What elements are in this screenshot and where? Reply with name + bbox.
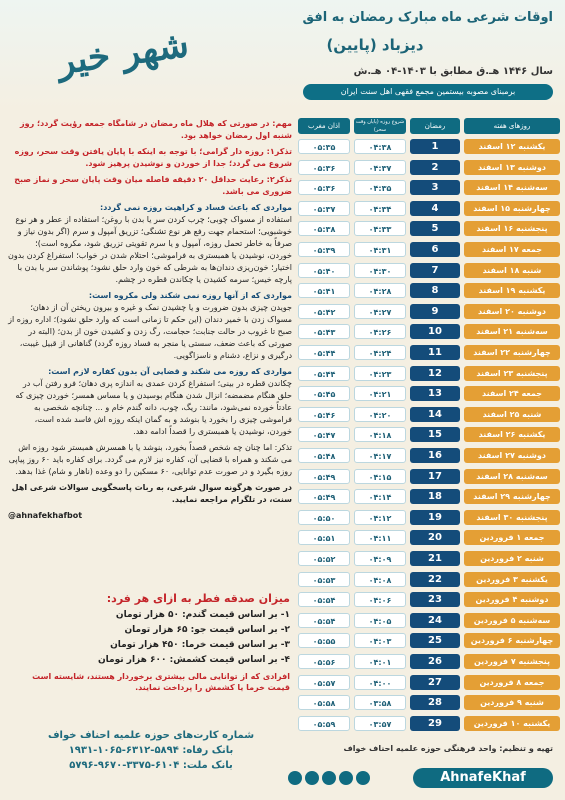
- maghrib-time-cell: ۰۵:۴۱: [298, 283, 350, 298]
- sahar-time-cell: ۰۴:۳۳: [354, 221, 406, 236]
- ramadan-day-cell: 8: [410, 283, 460, 298]
- header-maghrib: اذان مغرب: [298, 118, 350, 134]
- maghrib-time-cell: ۰۵:۳۸: [298, 221, 350, 236]
- table-row: [296, 282, 560, 299]
- brand-badge: AhnafeKhaf: [413, 768, 553, 788]
- weekday-cell: شنبه ۲ فروردین: [464, 551, 560, 566]
- ramadan-day-cell: 20: [410, 530, 460, 545]
- sahar-time-cell: ۰۴:۳۱: [354, 242, 406, 257]
- maghrib-time-cell: ۰۵:۴۸: [298, 448, 350, 463]
- table-row: [296, 529, 560, 546]
- table-row: [296, 632, 560, 649]
- ramadan-day-cell: 27: [410, 675, 460, 690]
- maghrib-time-cell: ۰۵:۴۰: [298, 263, 350, 278]
- ramadan-day-cell: 11: [410, 345, 460, 360]
- sahar-time-cell: ۰۴:۰۱: [354, 654, 406, 669]
- sahar-time-cell: ۰۳:۵۸: [354, 695, 406, 710]
- weekday-cell: پنجشنبه ۳۰ اسفند: [464, 510, 560, 525]
- table-row: [296, 694, 560, 711]
- whatsapp-icon[interactable]: [322, 771, 336, 785]
- maghrib-time-cell: ۰۵:۴۵: [298, 386, 350, 401]
- section-makruh-body: جویدن چیزی بدون ضرورت و یا چشیدن نمک و غیره و بیرون ریختن آن از دهان؛ مسواک زدن با خمیر دندان (این حکم تا زمانی است که وارد حلق نشود)؛ اداره روزه از صبح تا غروب در حالت جنابت؛ حجامت، رگ زدن و کشیدن خون از بدن؛ (البته در صورتی که باعث ضعف، سستی یا منجر به فساد روزه گردد) گناهانی از قبیل غیبت، درگیری و نزاع، دشنام و ناسزاگویی.: [8, 303, 292, 360]
- weekday-cell: پنجشنبه ۲۳ اسفند: [464, 366, 560, 381]
- ramadan-day-cell: 10: [410, 324, 460, 339]
- sahar-time-cell: ۰۴:۳۷: [354, 160, 406, 175]
- city-name: دیزباد (پایین): [326, 36, 424, 54]
- sahar-time-cell: ۰۴:۱۲: [354, 510, 406, 525]
- rules-column: [8, 118, 292, 522]
- table-row: [296, 406, 560, 423]
- card-mellat: بانک ملت: ۶۱۰۴-۳۳۷۵-۹۶۷۰-۵۷۹۶: [69, 760, 233, 771]
- table-row: [296, 488, 560, 505]
- sahar-time-cell: ۰۴:۰۵: [354, 613, 406, 628]
- instagram-icon[interactable]: [305, 771, 319, 785]
- sahar-time-cell: ۰۴:۲۸: [354, 283, 406, 298]
- cards-title: شماره کارت‌های حوزه علمیه احناف خواف: [47, 730, 255, 741]
- ramadan-day-cell: 21: [410, 551, 460, 566]
- maghrib-time-cell: ۰۵:۴۳: [298, 324, 350, 339]
- maghrib-time-cell: ۰۵:۴۹: [298, 489, 350, 504]
- table-row: [296, 159, 560, 176]
- weekday-cell: چهارشنبه ۲۲ اسفند: [464, 345, 560, 360]
- date-line: سال ۱۴۴۶ هـ.ق مطابق با ۱۴۰۳-۰۴ هـ.ش: [353, 66, 553, 77]
- table-row: [296, 447, 560, 464]
- weekday-cell: یکشنبه ۱۹ اسفند: [464, 283, 560, 298]
- ramadan-day-cell: 13: [410, 386, 460, 401]
- table-row: [296, 715, 560, 732]
- youtube-icon[interactable]: [339, 771, 353, 785]
- sahar-time-cell: ۰۴:۲۶: [354, 324, 406, 339]
- prayer-times-table: [296, 118, 560, 736]
- table-row: [296, 200, 560, 217]
- sahar-time-cell: ۰۴:۲۷: [354, 304, 406, 319]
- ramadan-day-cell: 16: [410, 448, 460, 463]
- table-row: [296, 550, 560, 567]
- sahar-time-cell: ۰۴:۰۶: [354, 592, 406, 607]
- weekday-cell: سه‌شنبه ۲۸ اسفند: [464, 469, 560, 484]
- maghrib-time-cell: ۰۵:۴۹: [298, 469, 350, 484]
- ramadan-day-cell: 19: [410, 510, 460, 525]
- header: [0, 0, 565, 108]
- note-2: تذکر۲: رعایت حداقل ۲۰ دقیقه فاصله میان وقت پایان سحر و نماز صبح ضروری می باشد.: [14, 175, 292, 196]
- table-row: [296, 365, 560, 382]
- section-qada-title: مواردی که روزه می شکند و قضایی آن بدون کفاره لازم است:: [48, 367, 292, 376]
- maghrib-time-cell: ۰۵:۵۳: [298, 572, 350, 587]
- table-row: [296, 591, 560, 608]
- weekday-cell: دوشنبه ۲۷ اسفند: [464, 448, 560, 463]
- table-header: [296, 118, 560, 136]
- header-ramadan: رمضان: [410, 118, 460, 134]
- maghrib-time-cell: ۰۵:۳۶: [298, 160, 350, 175]
- sahar-time-cell: ۰۳:۵۷: [354, 716, 406, 731]
- maghrib-time-cell: ۰۵:۵۲: [298, 551, 350, 566]
- fitr-title: میزان صدقه فطر به ازای هر فرد:: [106, 592, 290, 605]
- social-icons: [285, 770, 405, 786]
- ramadan-day-cell: 5: [410, 221, 460, 236]
- ramadan-day-cell: 2: [410, 160, 460, 175]
- weekday-cell: یکشنبه ۲۶ اسفند: [464, 427, 560, 442]
- table-row: [296, 220, 560, 237]
- fitr-item: ۲- بر اساس قیمت جو: ۶۵ هزار تومان: [124, 625, 290, 635]
- sahar-time-cell: ۰۴:۱۵: [354, 469, 406, 484]
- sahar-time-cell: ۰۴:۰۹: [354, 551, 406, 566]
- table-row: [296, 241, 560, 258]
- sahar-time-cell: ۰۴:۲۱: [354, 386, 406, 401]
- ramadan-day-cell: 6: [410, 242, 460, 257]
- weekday-cell: جمعه ۱ فروردین: [464, 530, 560, 545]
- maghrib-time-cell: ۰۵:۳۹: [298, 242, 350, 257]
- maghrib-time-cell: ۰۵:۴۲: [298, 304, 350, 319]
- sahar-time-cell: ۰۴:۲۴: [354, 345, 406, 360]
- sahar-time-cell: ۰۴:۲۰: [354, 407, 406, 422]
- weekday-cell: شنبه ۹ فروردین: [464, 695, 560, 710]
- maghrib-time-cell: ۰۵:۴۷: [298, 427, 350, 442]
- weekday-cell: پنجشنبه ۱۶ اسفند: [464, 221, 560, 236]
- weekday-cell: شنبه ۱۸ اسفند: [464, 263, 560, 278]
- maghrib-time-cell: ۰۵:۳۶: [298, 180, 350, 195]
- table-row: [296, 653, 560, 670]
- weekday-cell: پنجشنبه ۷ فروردین: [464, 654, 560, 669]
- ramadan-day-cell: 22: [410, 572, 460, 587]
- table-row: [296, 612, 560, 629]
- sahar-time-cell: ۰۴:۱۴: [354, 489, 406, 504]
- maghrib-time-cell: ۰۵:۴۴: [298, 345, 350, 360]
- maghrib-time-cell: ۰۵:۵۹: [298, 716, 350, 731]
- table-row: [296, 262, 560, 279]
- weekday-cell: یکشنبه ۱۲ اسفند: [464, 139, 560, 154]
- weekday-cell: دوشنبه ۱۳ اسفند: [464, 160, 560, 175]
- ramadan-day-cell: 25: [410, 633, 460, 648]
- table-row: [296, 323, 560, 340]
- weekday-cell: جمعه ۸ فروردین: [464, 675, 560, 690]
- weekday-cell: یکشنبه ۳ فروردین: [464, 572, 560, 587]
- sahar-time-cell: ۰۴:۰۸: [354, 572, 406, 587]
- sahar-time-cell: ۰۴:۱۱: [354, 530, 406, 545]
- maghrib-time-cell: ۰۵:۵۴: [298, 592, 350, 607]
- ramadan-day-cell: 15: [410, 427, 460, 442]
- table-row: [296, 179, 560, 196]
- table-row: [296, 509, 560, 526]
- source-banner: برمبنای مصوبه بیستمین مجمع فقهی اهل سنت ایران: [303, 84, 553, 100]
- sahar-time-cell: ۰۴:۲۳: [354, 366, 406, 381]
- weekday-cell: شنبه ۲۵ اسفند: [464, 407, 560, 422]
- maghrib-time-cell: ۰۵:۵۰: [298, 510, 350, 525]
- sahar-time-cell: ۰۴:۰۳: [354, 633, 406, 648]
- sahar-time-cell: ۰۴:۰۰: [354, 675, 406, 690]
- maghrib-time-cell: ۰۵:۵۸: [298, 695, 350, 710]
- ramadan-day-cell: 28: [410, 695, 460, 710]
- weekday-cell: دوشنبه ۲۰ اسفند: [464, 304, 560, 319]
- table-row: [296, 571, 560, 588]
- maghrib-time-cell: ۰۵:۵۵: [298, 633, 350, 648]
- weekday-cell: دوشنبه ۴ فروردین: [464, 592, 560, 607]
- prepared-by: تهیه و تنظیم: واحد فرهنگی حوزه علمیه احناف خواف: [343, 744, 553, 753]
- ramadan-day-cell: 7: [410, 263, 460, 278]
- sahar-time-cell: ۰۴:۳۰: [354, 263, 406, 278]
- ramadan-day-cell: 17: [410, 469, 460, 484]
- weekday-cell: سه‌شنبه ۲۱ اسفند: [464, 324, 560, 339]
- maghrib-time-cell: ۰۵:۳۷: [298, 201, 350, 216]
- ramadan-day-cell: 23: [410, 592, 460, 607]
- table-row: [296, 344, 560, 361]
- table-row: [296, 674, 560, 691]
- eitaa-icon[interactable]: [356, 771, 370, 785]
- table-row: [296, 138, 560, 155]
- weekday-cell: چهارشنبه ۲۹ اسفند: [464, 489, 560, 504]
- maghrib-time-cell: ۰۵:۵۱: [298, 530, 350, 545]
- header-sahar: شروع روزه (پایان وقت سحر): [355, 119, 405, 133]
- ramadan-day-cell: 14: [410, 407, 460, 422]
- fitr-note: افرادی که از توانایی مالی بیشتری برخوردار هستند، شایسته است قیمت خرما یا کشمش را پرداخت نمایند.: [32, 672, 290, 692]
- note-important: مهم: در صورتی که هلال ماه رمضان در شامگاه جمعه رؤیت گردد؛ روز شنبه اول رمضان خواهد بود.: [20, 119, 292, 140]
- sahar-time-cell: ۰۴:۱۸: [354, 427, 406, 442]
- weekday-cell: یکشنبه ۱۰ فروردین: [464, 716, 560, 731]
- ramadan-day-cell: 9: [410, 304, 460, 319]
- table-row: [296, 303, 560, 320]
- fitr-item: ۳- بر اساس قیمت خرما: ۴۵۰ هزار تومان: [110, 640, 290, 650]
- page-title: اوقات شرعی ماه مبارک رمضان به افق: [302, 10, 553, 25]
- ramadan-day-cell: 29: [410, 716, 460, 731]
- maghrib-time-cell: ۰۵:۵۷: [298, 675, 350, 690]
- fitr-item: ۴- بر اساس قیمت کشمش: ۶۰۰ هزار تومان: [97, 655, 290, 665]
- maghrib-time-cell: ۰۵:۴۶: [298, 407, 350, 422]
- header-weekday: روزهای هفته: [464, 118, 560, 134]
- table-row: [296, 385, 560, 402]
- weekday-cell: چهارشنبه ۱۵ اسفند: [464, 201, 560, 216]
- ramadan-day-cell: 26: [410, 654, 460, 669]
- weekday-cell: جمعه ۱۷ اسفند: [464, 242, 560, 257]
- fitr-item: ۱- بر اساس قیمت گندم: ۵۰ هزار تومان: [115, 610, 290, 620]
- section-qada-body: چکاندن قطره در بینی؛ استفراغ کردن عمدی به اندازه پری دهان؛ فرو رفتن آب در حلق هنگام مضمضه؛ انزال شدن هنگام بوسیدن و یا مساس همسر؛ خوردن چیزی که عادتاً خورده نمی‌شود، مانند: ریگ، چوب، دانه گندم خام و ... چنانچه شخصی به فراموشی چیزی را بخورد یا بنوشد و به گمان اینکه روزه اش فاسد شده است، خوردن، نوشیدن یا همبستری را قصداً ادامه دهد.: [15, 379, 292, 436]
- maghrib-time-cell: ۰۵:۵۴: [298, 613, 350, 628]
- sahar-time-cell: ۰۴:۳۸: [354, 139, 406, 154]
- sahar-time-cell: ۰۴:۳۴: [354, 201, 406, 216]
- telegram-icon[interactable]: [288, 771, 302, 785]
- section-kaffara: تذکر: اما چنان چه شخص قصداً بخورد، بنوشد یا با همسرش همبستر شود روزه اش می شکند و همراه با قضایی آن، کفاره نیز لازم می گردد. برای کفاره باید ۶۰ روز پیاپی روزه بگیرد و در صورت عدم توانایی، ۶۰ مسکین را دو وعده (ناهار و شام) غذا بدهد.: [8, 443, 292, 476]
- weekday-cell: سه‌شنبه ۵ فروردین: [464, 613, 560, 628]
- maghrib-time-cell: ۰۵:۵۶: [298, 654, 350, 669]
- ramadan-day-cell: 4: [410, 201, 460, 216]
- weekday-cell: چهارشنبه ۶ فروردین: [464, 633, 560, 648]
- footer: [0, 742, 565, 800]
- ramadan-day-cell: 3: [410, 180, 460, 195]
- ramadan-day-cell: 18: [410, 489, 460, 504]
- table-row: [296, 468, 560, 485]
- telegram-bot-link[interactable]: @ahnafekhafbot: [8, 511, 83, 520]
- fitr-section: [12, 592, 290, 693]
- section-makruh-title: مواردی که از آنها روزه نمی شکند ولی مکروه است:: [88, 291, 292, 300]
- card-refah: بانک رفاه: ۵۸۹۴-۶۳۱۲-۱۰۶۵-۱۹۳۱: [68, 745, 234, 756]
- note-1: تذکر۱: روزه دار گرامی؛ با توجه به اینکه با پایان یافتن وقت سحر، روزه شروع می گردد؛ جدا از خوردن و نوشیدن پرهیز شود.: [14, 147, 292, 168]
- maghrib-time-cell: ۰۵:۳۵: [298, 139, 350, 154]
- section-allowed-title: مواردی که باعث فساد و کراهیت روزه نمی گردد:: [100, 203, 292, 212]
- logo: شهر خیر: [54, 23, 192, 84]
- table-row: [296, 426, 560, 443]
- section-allowed-body: استفاده از مسواک چوبی؛ چرب کردن سر یا بدن با روغن؛ استفاده از عطر و هر نوع خوشبویی؛ استحمام جهت رفع هر نوع تشنگی؛ تزریق آمپول و سرم (اگر بدون نیاز و صرفاً به خاطر تحمل روزه، آمپول و یا سرم تقویتی تزریق شود، مکروه است)؛ خوردن، نوشیدن یا همبستری به فراموشی؛ احتلام شدن در خواب؛ استفراغ کردن بدون اختیار؛ خون‌ریزی دندان‌ها به شرطی که خون وارد حلق نشود؛ پوشاندن سر یا بدن با پارچه خیس؛ سرمه کشیدن یا چکاندن قطره در چشم.: [8, 215, 292, 284]
- ramadan-day-cell: 1: [410, 139, 460, 154]
- maghrib-time-cell: ۰۵:۴۴: [298, 366, 350, 381]
- weekday-cell: سه‌شنبه ۱۴ اسفند: [464, 180, 560, 195]
- weekday-cell: جمعه ۲۴ اسفند: [464, 386, 560, 401]
- telegram-note: در صورت هرگونه سوال شرعی، به ربات پاسخگویی سوالات شرعی اهل سنت، در تلگرام مراجعه نمایید.: [11, 483, 292, 504]
- sahar-time-cell: ۰۴:۳۵: [354, 180, 406, 195]
- sahar-time-cell: ۰۴:۱۷: [354, 448, 406, 463]
- ramadan-day-cell: 12: [410, 366, 460, 381]
- ramadan-day-cell: 24: [410, 613, 460, 628]
